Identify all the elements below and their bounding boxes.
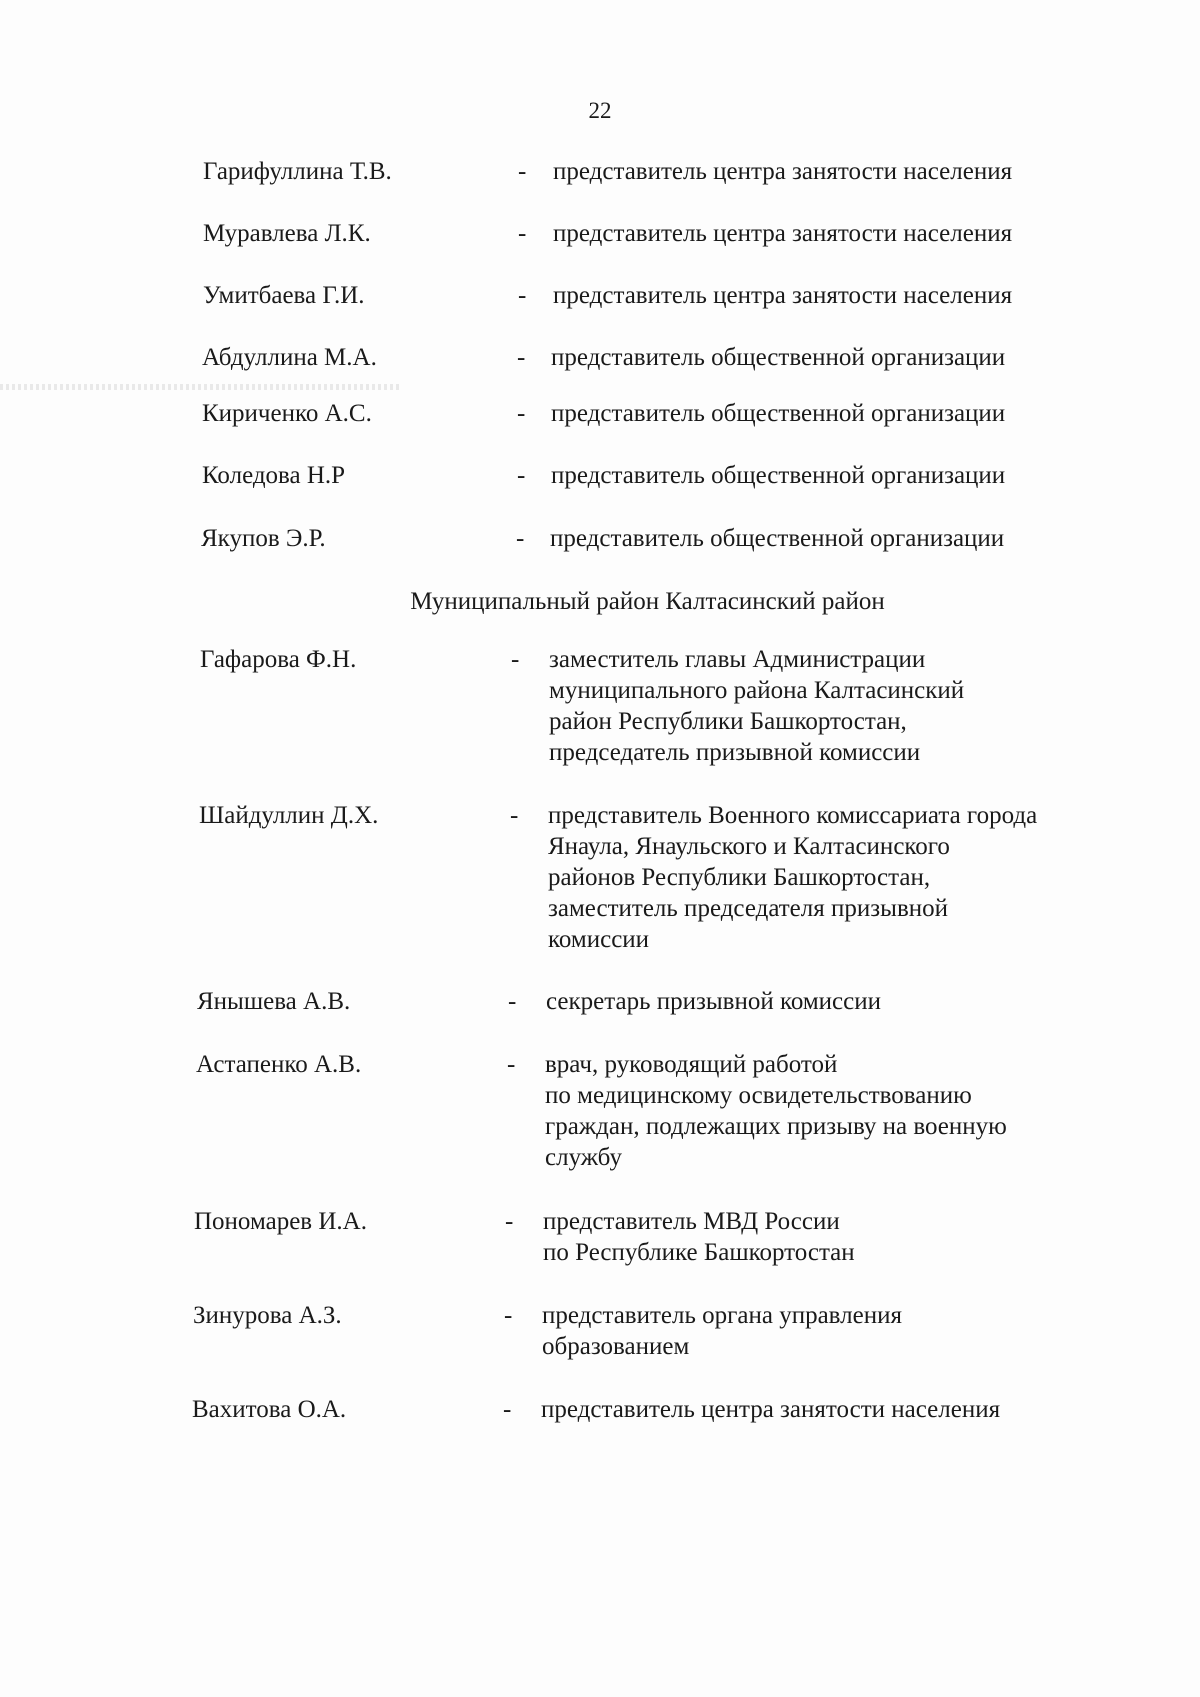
member-role: представитель общественной организации bbox=[551, 344, 1006, 371]
separator-dash: - bbox=[517, 462, 526, 489]
separator-dash: - bbox=[518, 282, 527, 309]
separator-dash: - bbox=[518, 220, 527, 247]
member-name: Зинурова А.З. bbox=[193, 1302, 342, 1329]
member-role: представитель центра занятости населения bbox=[553, 158, 1013, 185]
member-name: Янышева А.В. bbox=[197, 988, 351, 1015]
separator-dash: - bbox=[517, 400, 526, 427]
member-role: представитель Военного комиссариата города Янаула, Янаульского и Калтасинского районов Республики Башкортостан, заместитель председателя призывной комиссии bbox=[548, 802, 1038, 953]
member-name: Пономарев И.А. bbox=[194, 1208, 367, 1235]
scan-artifact bbox=[0, 384, 400, 390]
member-name: Кириченко А.С. bbox=[202, 400, 372, 427]
member-name: Абдуллина М.А. bbox=[202, 344, 377, 371]
member-role: представитель центра занятости населения bbox=[541, 1396, 1001, 1423]
member-name: Муравлева Л.К. bbox=[203, 220, 371, 247]
separator-dash: - bbox=[510, 802, 519, 829]
member-role: секретарь призывной комиссии bbox=[546, 988, 882, 1015]
separator-dash: - bbox=[505, 1208, 514, 1235]
member-name: Шайдуллин Д.Х. bbox=[199, 802, 379, 829]
section-title: Муниципальный район Калтасинский район bbox=[410, 588, 885, 615]
member-name: Коледова Н.Р bbox=[202, 462, 346, 489]
member-name: Астапенко А.В. bbox=[196, 1051, 362, 1078]
member-role: представитель общественной организации bbox=[550, 525, 1005, 552]
member-role: заместитель главы Администрации муниципального района Калтасинский район Республики Башкортостан, председатель призывной комиссии bbox=[549, 646, 965, 766]
member-name: Якупов Э.Р. bbox=[201, 525, 326, 552]
member-role: представитель общественной организации bbox=[551, 462, 1006, 489]
member-role: представитель МВД России по Республике Башкортостан bbox=[543, 1208, 855, 1266]
separator-dash: - bbox=[508, 988, 517, 1015]
member-role: врач, руководящий работой по медицинскому освидетельствованию граждан, подлежащих призыву на военную службу bbox=[545, 1051, 1007, 1171]
separator-dash: - bbox=[504, 1302, 513, 1329]
separator-dash: - bbox=[518, 158, 527, 185]
separator-dash: - bbox=[511, 646, 520, 673]
member-name: Гарифуллина Т.В. bbox=[203, 158, 392, 185]
page-number: 22 bbox=[588, 98, 612, 123]
member-name: Гафарова Ф.Н. bbox=[200, 646, 357, 673]
separator-dash: - bbox=[517, 344, 526, 371]
member-role: представитель центра занятости населения bbox=[553, 282, 1013, 309]
separator-dash: - bbox=[516, 525, 525, 552]
member-name: Умитбаева Г.И. bbox=[203, 282, 365, 309]
member-role: представитель центра занятости населения bbox=[553, 220, 1013, 247]
separator-dash: - bbox=[503, 1396, 512, 1423]
member-role: представитель органа управления образованием bbox=[542, 1302, 902, 1360]
separator-dash: - bbox=[507, 1051, 516, 1078]
member-role: представитель общественной организации bbox=[551, 400, 1006, 427]
member-name: Вахитова О.А. bbox=[192, 1396, 347, 1423]
